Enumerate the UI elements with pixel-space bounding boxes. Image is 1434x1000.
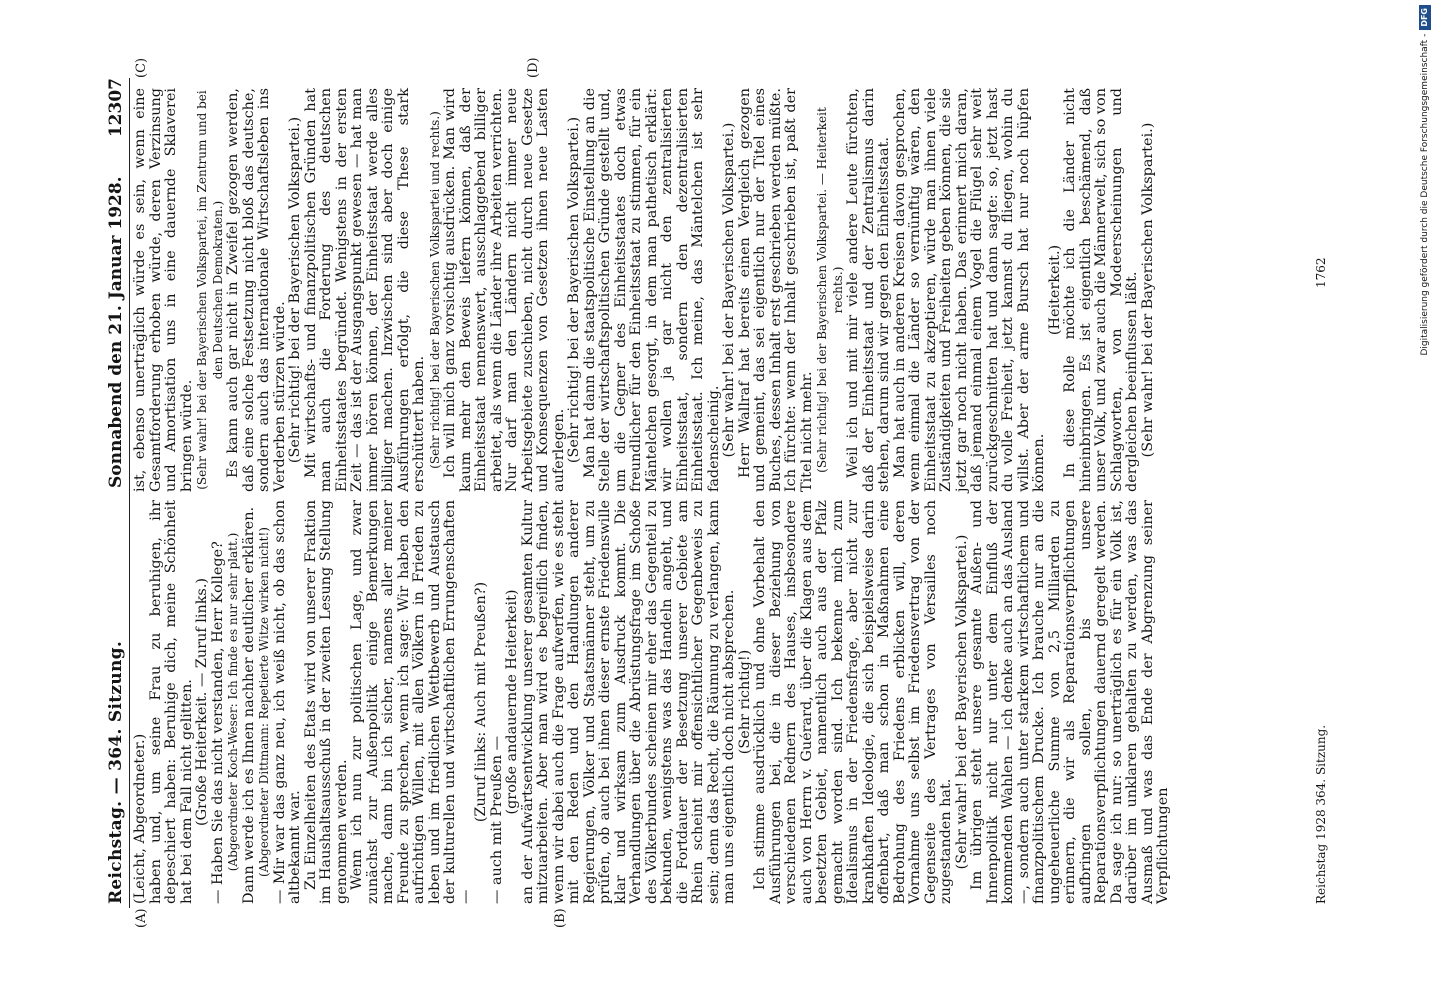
footer-right: 1762: [1314, 257, 1328, 288]
interjection: (Sehr richtig! bei der Bayerischen Volkspartei.): [287, 116, 303, 464]
paragraph: In diese Rolle möchte ich die Länder nicht hineinbringen. Es ist eigentlich beschämend, daß unser Volk, und zwar auch die Männerwelt, sich so von Schlagworten, von Modeerscheinungen und dergleichen beeinflussen läßt.: [1062, 88, 1140, 492]
paragraph: ist, ebenso unerträglich würde es sein, wenn eine Gesamtforderung erhoben würde, deren Verzinsung und Amortisation uns in eine dauernde Sklaverei bringen würde.: [132, 88, 195, 492]
paragraph: Man hat auch in anderen Kreisen davon gesprochen, wenn einmal die Länder so vernünftig wären, den Einheitsstaat zu akzeptieren, würde man ihnen viele Zuständigkeiten und Freiheiten geben können, die sie jetzt gar noch nicht haben. Das erinnert mich daran, daß jemand einmal einem Vogel die Flügel sehr weit zurückgeschnitten hat und dann sagte: so, jetzt hast du volle Freiheit, jetzt kannst du fliegen, wohin du willst. Aber der arme Bursch hat nur noch hüpfen können.: [891, 88, 1047, 492]
interjection: (große andauernde Heiterkeit): [504, 589, 520, 815]
paragraph: — Haben Sie das nicht verstanden, Herr Kollege?: [209, 541, 226, 904]
header-left: Reichstag. — 364. Sitzung.: [106, 640, 126, 904]
interjection: (Sehr richtig!): [736, 649, 753, 755]
paragraph: Ich will mich ganz vorsichtig ausdrücken. Man wird kaum mehr den Beweis liefern können, daß der Einheitsstaat nennenswert, ausschlaggebend billiger arbeitet, als wenn die Länder ihre Arbeiten verrichten. Nur darf man den Ländern nicht immer neue Arbeitsgebiete zuschieben, nicht durch neue Gesetze und Konsequenzen von Gesetzen ihnen neue Lasten auferlegen.: [442, 88, 567, 492]
interjection: (Sehr richtig! bei der Bayerischen Volkspartei. — Heiterkeit rechts.): [815, 107, 845, 473]
paragraph: Wenn ich nun zur politischen Lage, und zwar zunächst zur Außenpolitik einige Bemerkungen mache, dann bin ich sicher, namens aller meiner Freunde zu sprechen, wenn ich sage: Wir haben den aufrichtigen Willen, mit allen Völkern in Frieden zu leben und im friedlichen Wettbewerb und Austausch der kulturellen und wirtschaftlichen Errungenschaften —: [349, 500, 474, 904]
margin-letter-b: (B): [553, 908, 568, 928]
paragraph: haben und, um seine Frau zu beruhigen, ihr depeschiert haben: Beruhige dich, meine Schönheit hat bei dem Fall nicht gelitten.: [147, 500, 195, 904]
page-number: 12307: [106, 78, 126, 138]
left-column: [133, 500, 1172, 904]
interjection: (Sehr richtig! bei der Bayerischen Volkspartei und rechts.): [427, 111, 442, 469]
dfg-logo: DFG: [1419, 5, 1431, 30]
paragraph: — Mir war das ganz neu, ich weiß nicht, ob das schon altbekannt war.: [271, 500, 303, 904]
interjection: (Heiterkeit.): [1046, 244, 1063, 336]
paragraph: Herr Wallraf hat bereits einen Vergleich gezogen und gemeint, das sei eigentlich nur der Titel eines Buches, dessen Inhalt erst geschrieben werden müßte. Ich fürchte: wenn der Inhalt geschrieben ist, paßt der Titel nicht mehr.: [736, 88, 815, 492]
right-column: [133, 88, 1156, 492]
paragraph: Man hat dann die staatspolitische Einstellung an die Stelle der wirtschaftspolitischen Gründe gestellt und, um die Gegner des Einheitsstaates doch etwas freundlicher für den Einheitsstaat zu stimmen, für ein Mäntelchen gesorgt, in dem man pathetisch erklärt: wir wollen ja gar nicht den zentralisierten Einheitsstaat, sondern den dezentralisierten Einheitsstaat. Ich meine, das Mäntelchen ist sehr fadenscheinig.: [581, 88, 722, 492]
header-rule: [129, 78, 130, 908]
interjection: (Sehr wahr! bei der Bayerischen Volkspartei, im Zentrum und bei den Deutschen Demokraten.): [195, 90, 225, 490]
speaker-label: (Leicht, Abgeordneter.): [132, 733, 148, 904]
paragraph: Ich stimme ausdrücklich und ohne Vorbehalt den Ausführungen bei, die in dieser Beziehung von verschiedenen Rednern des Hauses, insbesondere auch von Herrn v. Guérard, über die Klagen aus dem besetzten Gebiet, namentlich auch aus der Pfalz gemacht worden sind. Ich bekenne mich zum Idealismus in der Friedensfrage, aber nicht zur krankhaften Ideologie, die sich beispielsweise darin offenbart, daß man schon in Maßnahmen eine Bedrohung des Friedens erblicken will, deren Vornahme uns selbst im Friedensvertrag von der Gegenseite des Vertrages von Versailles noch zugestanden hat.: [752, 500, 954, 904]
paragraph: Dann werde ich es Ihnen nachher deutlicher erklären.: [240, 506, 257, 904]
interjection: (Große Heiterkeit. — Zuruf links.): [194, 577, 210, 827]
interjection: (Sehr wahr! bei der Bayerischen Volkspartei.): [1139, 122, 1156, 458]
paragraph: Weil ich und mit mir viele andere Leute fürchten, daß der Einheitsstaat und der Zentralismus darin stehen, darum sind wir gegen den Einheitsstaat.: [845, 88, 892, 492]
margin-letter-d: (D): [526, 57, 541, 78]
paragraph: Mit wirtschafts- und finanzpolitischen Gründen hat man auch die Forderung des deutschen Einheitsstaates begründet. Wenigstens in der ersten Zeit — das ist der Ausgangspunkt gewesen — hat man immer hören können, der Einheitsstaat werde alles billiger machen. Inzwischen sind aber doch einige Ausführungen erfolgt, die diese These stark erschüttert haben.: [302, 88, 427, 492]
paragraph: — auch mit Preußen —: [488, 735, 505, 904]
footer-left: Reichstag 1928 364. Sitzung.: [1314, 724, 1328, 904]
paragraph: Zu Einzelheiten des Etats wird von unserer Fraktion im Haushaltsausschuß in der zweiten Lesung Stellung genommen werden.: [302, 500, 350, 904]
paragraph: an der Aufwärtsentwicklung unserer gesamten Kultur mitzuarbeiten. Aber man wird es begreiflich finden, wenn wir dabei auch die Frage aufwerfen, wie es steht mit den Reden und den Handlungen anderer Regierungen, Völker und Staatsmänner steht, um zu prüfen, ob auch bei ihnen dieser ernste Friedenswille klar und wirksam zum Ausdruck kommt. Die Verhandlungen über die Abrüstungsfrage im Schoße des Völkerbundes scheinen mir eher das Gegenteil zu bekunden, wenigstens was das Handeln angeht, und die Fortdauer der Besetzung unserer Gebiete am Rhein scheint mir offensichtlicher Gegenbeweis zu sein; denn das Recht, die Räumung zu verlangen, kann man uns eigentlich doch nicht absprechen.: [519, 500, 737, 904]
digitization-note-text: Digitalisierung gefördert durch die Deutsche Forschungsgemeinschaft -: [1420, 33, 1430, 356]
interjection: (Abgeordneter Koch-Weser: Ich finde es nur sehr platt.): [226, 532, 240, 872]
interjection: (Sehr wahr! bei der Bayerischen Volkspartei.): [721, 122, 737, 458]
margin-letter-c: (C): [134, 57, 149, 78]
interjection: (Abgeordneter Dittmann: Repetierte Witze wirken nicht!): [257, 527, 271, 877]
paragraph: Im übrigen steht unsere gesamte Außen- und Innenpolitik nicht nur unter dem Einfluß der kommenden Wahlen — ich denke auch an das Ausland —, sondern auch unter starkem wirtschaftlichem und finanzpolitischem Drucke. Ich brauche nur an die ungeheuerliche Summe von 2,5 Milliarden zu erinnern, die wir als Reparationsverpflichtungen aufbringen sollen, bis unsere Reparationsverpflichtungen dauernd geregelt werden. Da sage ich nur: so unerträglich es für ein Volk ist, darüber im unklaren gehalten zu werden, was das Ausmaß und was das Ende der Abgrenzung seiner Verpflichtungen: [969, 500, 1171, 904]
interjection: (Sehr wahr! bei der Bayerischen Volkspartei.): [953, 534, 970, 870]
digitization-note: [1414, 0, 1434, 1000]
header-middle: Sonnabend den 21. Januar 1928.: [106, 176, 126, 488]
interjection: (Zuruf links: Auch mit Preußen?): [473, 581, 489, 823]
paragraph: Es kann auch gar nicht in Zweifel gezogen werden, daß eine solche Festsetzung nicht bloß das deutsche, sondern auch das internationale Wirtschaftsleben ins Verderben stürzen würde.: [225, 88, 288, 492]
interjection: (Sehr richtig! bei der Bayerischen Volkspartei.): [566, 116, 582, 464]
margin-letter-a: (A): [134, 908, 149, 928]
